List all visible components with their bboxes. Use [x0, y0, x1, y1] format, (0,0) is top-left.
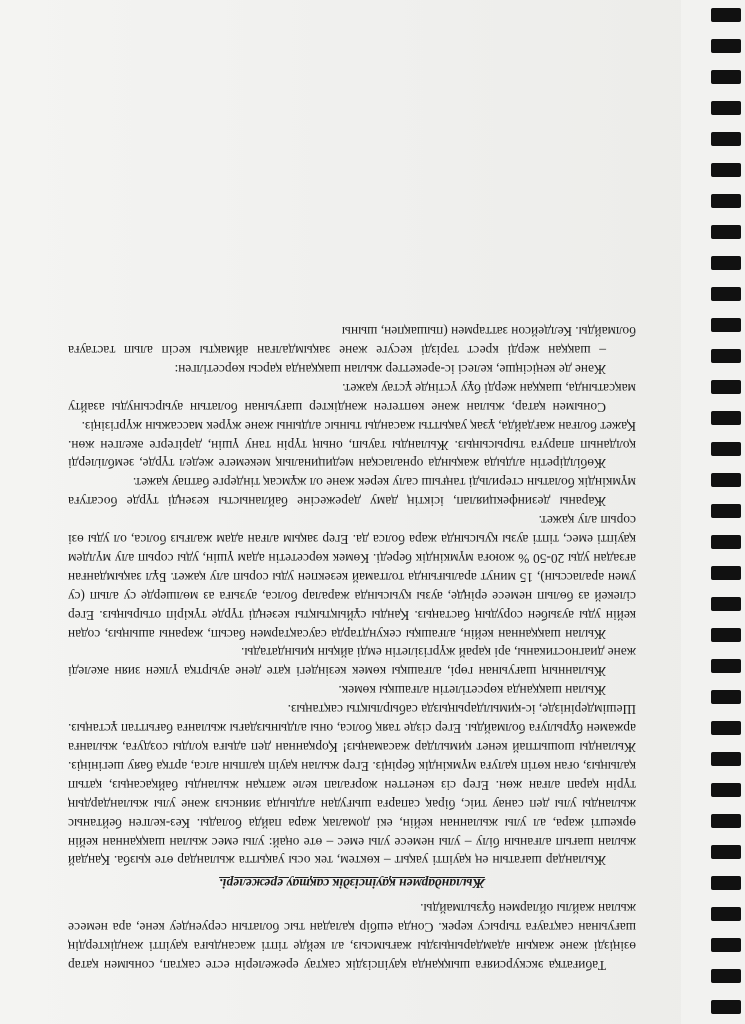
binding-hole	[711, 783, 741, 797]
binding-hole	[711, 70, 741, 84]
binding-hole	[711, 194, 741, 208]
binding-hole	[711, 473, 741, 487]
comb-binding-strip	[681, 0, 745, 1024]
body-paragraph: – шаққан жерді крест тәрізді кесуге және зақымдалған аймақты кесіп алып тастауға болмайды. Келдейсон заттармен (пышақпен, шыны	[68, 324, 636, 358]
body-paragraph: Жөбілдіретін алдыда жақында орналасқан медициналық мекемеге жедел түрде, земблілерді қолданып апаруға тырысыңыз. Жыланды тауып, оның түрін тану үшін, дәрігерге әкелген жөн. Қажет болған жағдайда, ұзақ уақытты жасанды тыныс алдыны және жүрек массажын жүргізіңіз.	[68, 418, 636, 472]
binding-hole	[711, 938, 741, 952]
binding-hole	[711, 876, 741, 890]
binding-hole	[711, 907, 741, 921]
body-paragraph: Және де кеңісіңше, келесі іс-әрекеттер жылан шаққанда қарсы көрсетілген:	[174, 361, 606, 377]
body-paragraph: Жараны дезинфекциялап, ісіктің даму дәрежесіне байланысты кезеңді түрде босатуға мүмкіндік болатын стерильді таңғыш салу керек және ол жұмсақ тіндерге батпау қажет.	[68, 475, 636, 510]
binding-hole	[711, 969, 741, 983]
body-paragraph: Жыландар шағатын ең қауіпті уақыт – көктем, тек осы уақытта жыландар өте қызба. Қандай жылан шағып алғанын білу – улы немесе улы емес – өте оңай: улы емес жылан шаққаннан кейін өркешті жара, ал улы жыланнан кейін, екі домалақ жара пайда болады. Кез-келген бейтаныс жыланды улы деп санау тиіс, бірақ сапарға шығудан алдында зиянсыз және улы жыландардың түрін қарап алған жөн. Егер сіз кенеттен жорғалап келе жатқан жыланды байқасаңыз, қатып қалыңыз, оған көтіп қалуға мүмкіндік беріңіз. Егер жылан қауіп қалпын алса, артқа баяу шегініңіз. Жыланды шошытпай кенет қимылдар жасамаңыз! Қорқаннан деп адыға қолды создуға, жыланға аржамен бұрылуға болмайды. Егер сізде таяқ болса, оны алдыныздағы жыланға бағыттап ұстаңыз. Шешімдерінізде, іс-қимылдарыңызда сабырлықты сақтаңыз.	[68, 702, 636, 869]
binding-hole	[711, 318, 741, 332]
binding-hole	[711, 349, 741, 363]
binding-hole	[711, 101, 741, 115]
intro-paragraph: Табиғатқа экскурсияға шыққанда қауіпсіздік сақтау ережелерін есте сақтап, сонымен қатар өзіңізді және жақын адамдарыңызды жағымсыз, ал кейде тіпті жасандыға қауіпті жәндіктердің шағуынан сақтауға тырысу керек. Сонда ешбір қаладан тыс болатын серуендеу кене, ара немесе жылан жайлы ойлармен бұзылмайды.	[68, 901, 636, 973]
binding-hole	[711, 504, 741, 518]
binding-hole	[711, 256, 741, 270]
binding-hole	[711, 8, 741, 22]
binding-hole	[711, 287, 741, 301]
binding-hole	[711, 721, 741, 735]
binding-hole	[711, 752, 741, 766]
binding-hole	[711, 628, 741, 642]
binding-hole	[711, 225, 741, 239]
rotated-text-block	[68, 52, 640, 974]
body-paragraph: Жыланның шағуынан гөрі, алғашқы көмек кезіндегі қате дене ауыртқа үлкен зиян әкеледі және диагностиканы, әрі қарай жүргізілетін емді айқын қиындатады.	[68, 645, 636, 680]
binding-hole	[711, 132, 741, 146]
binding-hole	[711, 535, 741, 549]
binding-hole	[711, 442, 741, 456]
binding-hole	[711, 597, 741, 611]
section-heading: Жыландармен қауіпсіздік сақтау ережелері.	[219, 876, 485, 892]
body-paragraph: Жылан шаққаннан кейін, алғашқы секундтарда саусақтармен басып, жараны ашыңыз, содан кейін уды аузыбен сорудың бастаңыз. Қанды сұйықтықты кезеңді түрде түкіріп отырыңыз. Егер сілекей аз бөлып немесе еріңде, аузы қуысында жаралар болса, аузыға аз мөлшерде су алып (су умен аралассын), 15 минут аралығында толтамай кезекпен уды сорып алу қажет. Бұл зақымданған ағзадан уды 20-50 % жоюға мүмкіндік береді. Көмек көрсететін адам үшін, уды сорып алу мүлдем қауіпті емес, тіпті аузы қуысында жара болса да. Егер зақым алған адам жалғыз болса, ол уды өзі сорып алу қажет.	[68, 513, 636, 642]
binding-hole	[711, 814, 741, 828]
binding-hole	[711, 566, 741, 580]
binding-hole	[711, 690, 741, 704]
subheading-first-aid: Жылан шаққанда көрсетілетін алғашқы көмек.	[338, 683, 606, 699]
binding-hole	[711, 411, 741, 425]
binding-hole	[711, 39, 741, 53]
binding-hole	[711, 845, 741, 859]
binding-hole	[711, 659, 741, 673]
binding-hole	[711, 163, 741, 177]
body-paragraph: Сонымен қатар, жылан және көптеген жәндіктер шағуынан болатын ауырсынуды азайту мақсатында, шаққан жерді бұу үстінде ұстау қажет.	[68, 380, 636, 415]
binding-hole	[711, 1000, 741, 1014]
binding-hole	[711, 380, 741, 394]
